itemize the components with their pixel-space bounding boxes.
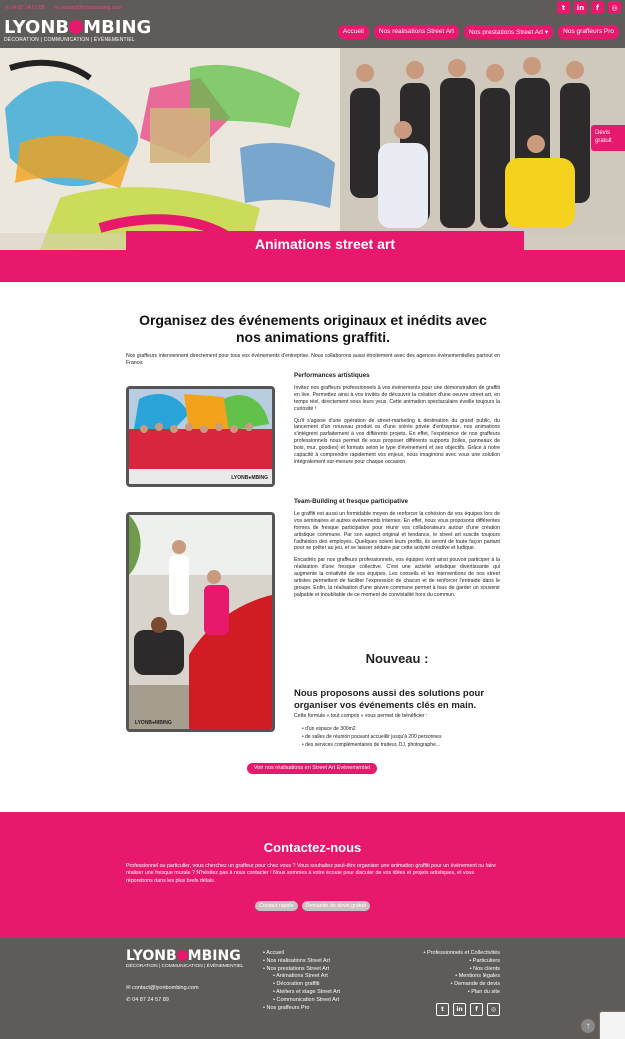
recaptcha-badge-icon <box>600 1012 625 1039</box>
hero-title: Animations street art <box>126 231 524 257</box>
section-team-building <box>294 499 500 604</box>
hero-photo <box>0 48 625 250</box>
twitter-icon[interactable]: t <box>436 1003 449 1016</box>
contact-section <box>0 812 625 938</box>
footer-link-realisations[interactable]: • Nos réalisations Street Art <box>263 958 340 966</box>
section2-p1: Le graffiti est aussi un formidable moyen de renforcer la cohésion de vos équipes lors de vos séminaires et autres événements internes. En effet, nous vous proposons différentes formes de fresque participative pour réunir vos collaborateurs autour d'une création artistique commune. Par son aspect original et tendance, le street art suscite toujours l'adhésion des employés. Quelques soient leurs profils, ils seront de toute façon partant pour se prêter au jeu, et se laisser séduire par cette activité créative et ludique. <box>294 510 500 552</box>
offer-list <box>302 725 441 749</box>
main-heading: Organisez des événements originaux et inédits avec nos animations graffiti. <box>139 312 487 345</box>
footer-phone[interactable]: ✆ 04 87 24 57 89 <box>126 997 169 1003</box>
list-item: • de salles de réunion pouvant accueillir jusqu'à 200 personnes <box>302 733 441 741</box>
footer-link-mentions[interactable]: • Mentions légales <box>423 973 500 981</box>
footer-link-graffeurs[interactable]: • Nos graffeurs Pro <box>263 1005 340 1013</box>
footer-email[interactable]: ✉ contact@lyonbombing.com <box>126 985 199 991</box>
list-item: • des services complémentaires de traiteur, DJ, photographe… <box>302 741 441 749</box>
section-performances <box>294 373 500 471</box>
contact-buttons <box>0 901 625 911</box>
site-logo[interactable]: LYONB MBING DÉCORATION | COMMUNICATION | ÉVÉNEMENTIEL <box>4 17 152 43</box>
instagram-icon[interactable]: ◎ <box>487 1003 500 1016</box>
photo-fresque-participative <box>126 512 275 732</box>
footer-link-ateliers[interactable]: • Ateliers et stage Street Art <box>263 989 340 997</box>
nouveau-heading: Nouveau : <box>365 651 429 666</box>
footer-nav-right <box>423 950 500 997</box>
nav-realisations[interactable]: Nos réalisations Street Art <box>374 25 459 39</box>
top-social <box>557 1 621 14</box>
contact-rapide-button[interactable]: Contact rapide <box>255 901 297 911</box>
linkedin-icon[interactable]: in <box>574 1 587 14</box>
footer-link-accueil[interactable]: • Accueil <box>263 950 340 958</box>
facebook-icon[interactable]: f <box>470 1003 483 1016</box>
top-phone[interactable]: ✆ 04 87 24 57 89 <box>5 5 45 11</box>
footer-link-particuliers[interactable]: • Particuliers <box>423 958 500 966</box>
footer-link-decoration[interactable]: • Décoration graffiti <box>263 981 340 989</box>
footer-social <box>436 1003 500 1016</box>
section1-p2: Qu'il s'agisse d'une opération de street-marketing à destination du grand public, du lancement d'un nouveau produit ou d'une soirée privée d'entreprise, nos animations s'intègrent parfaitement à vos différents projets. En effet, l'expérience de nos graffeurs professionnels nous permet de vous proposer différents supports (toiles, panneaux de bois, mur, goodies) et formats selon le type d'événement et ses objectifs. Grâce à notre capacité à comprendre rapidement vos enjeux, nous imaginons avec vous une solution intégralement sur-mesure pour chaque occasion. <box>294 417 500 465</box>
footer-link-prestations[interactable]: • Nos prestations Street Art <box>263 966 340 974</box>
devis-gratuit-button[interactable]: Demande de devis gratuit <box>302 901 370 911</box>
photo-group-graffiti <box>126 386 275 487</box>
top-contact-info <box>5 5 121 11</box>
propose-heading: Nous proposons aussi des solutions pour organiser vos événements clés en main. <box>294 688 485 711</box>
logo-o-dot <box>69 20 83 34</box>
footer-contact <box>126 982 199 1006</box>
phone-icon: ✆ <box>5 5 10 11</box>
section2-p2: Encadrés par nos graffeurs professionnels, vos équipes vont ainsi pouvoir participer à la réalisation d'une fresque collective. C'est une activité artistique divertissante qui augmente la créativité de vos équipes. Les conseils et les interventions de nos street artistes permettent de faciliter l'expression de chacun et de renforcer l'entraide dans le groupe. Enfin, la réalisation d'une œuvre commune permet à tous de garder un souvenir palpable et inoubliable de ce moment de convivialité hors du commun. <box>294 557 500 598</box>
list-item: • d'un espace de 300m2 <box>302 725 441 733</box>
site-footer <box>0 938 625 1039</box>
propose-sub: Cette formule « tout compris » vous permet de bénéficier : <box>294 713 428 719</box>
footer-link-professionnels[interactable]: • Professionnels et Collectivités <box>423 950 500 958</box>
phone-icon: ✆ <box>126 997 133 1003</box>
nav-graffeurs[interactable]: Nos graffeurs Pro <box>558 25 619 39</box>
contact-text: Professionnel ou particulier, vous cherchez un graffeur pour chez vous ? Vous souhaitez peut-être organiser une animation graffiti pour un événement ou faire réaliser une fresque murale ? N'hésitez pas à nous contacter ! Nous sommes à votre écoute pour discuter de vos idées et projets artistiques, et vous répondrons dans les plus brefs délais. <box>126 863 496 884</box>
realisations-cta-button[interactable]: Voir nos réalisations en Street Art Evènementiel <box>247 763 377 774</box>
section1-p1: Invitez nos graffeurs professionnels à vos événements pour une démonstration de graffiti en live. Permettez ainsi à vos invités de découvrir la création d'une oeuvre street art, en temps réel, directement sous leurs yeux. Cette animation spectaculaire éveille toujours la curiosité ! <box>294 384 500 412</box>
footer-logo[interactable]: LYONB MBING DÉCORATION | COMMUNICATION | ÉVÉNEMENTIEL <box>126 948 244 969</box>
mail-icon: ✉ <box>126 985 133 991</box>
footer-link-plan[interactable]: • Plan du site <box>423 989 500 997</box>
logo-o-dot <box>177 950 188 961</box>
linkedin-icon[interactable]: in <box>453 1003 466 1016</box>
intro-text: Nos graffeurs interviennent directement pour tous vos événements d'entreprise. Nous collaborons aussi étroitement avec des agences événementielles partout en France. <box>126 353 500 366</box>
footer-link-animations[interactable]: • Animations Street Art <box>263 973 340 981</box>
twitter-icon[interactable]: t <box>557 1 570 14</box>
footer-link-communication[interactable]: • Communication Street Art <box>263 997 340 1005</box>
nav-prestations[interactable]: Nos prestations Street Art ▾ <box>464 25 553 39</box>
section2-title: Team-Building et fresque participative <box>294 498 408 505</box>
scroll-to-top-icon[interactable]: ↑ <box>581 1019 595 1033</box>
instagram-icon[interactable]: ◎ <box>608 1 621 14</box>
main-nav <box>338 25 619 39</box>
photo2-watermark: LYONB●MBING <box>135 720 172 726</box>
top-bar <box>0 0 625 16</box>
footer-nav <box>263 950 340 1012</box>
top-email[interactable]: ✉ contact@lyonbombing.com <box>54 5 122 11</box>
section1-title: Performances artistiques <box>294 372 370 379</box>
mail-icon: ✉ <box>54 5 59 11</box>
site-header <box>0 16 625 48</box>
footer-link-devis[interactable]: • Demande de devis <box>423 981 500 989</box>
photo1-watermark: LYONB●MBING <box>231 475 268 481</box>
hero-image <box>0 48 625 250</box>
devis-gratuit-tab[interactable]: Devis gratuit <box>591 125 625 151</box>
nav-accueil[interactable]: Accueil <box>338 25 369 39</box>
contact-title: Contactez-nous <box>263 840 362 855</box>
footer-link-clients[interactable]: • Nos clients <box>423 966 500 974</box>
facebook-icon[interactable]: f <box>591 1 604 14</box>
